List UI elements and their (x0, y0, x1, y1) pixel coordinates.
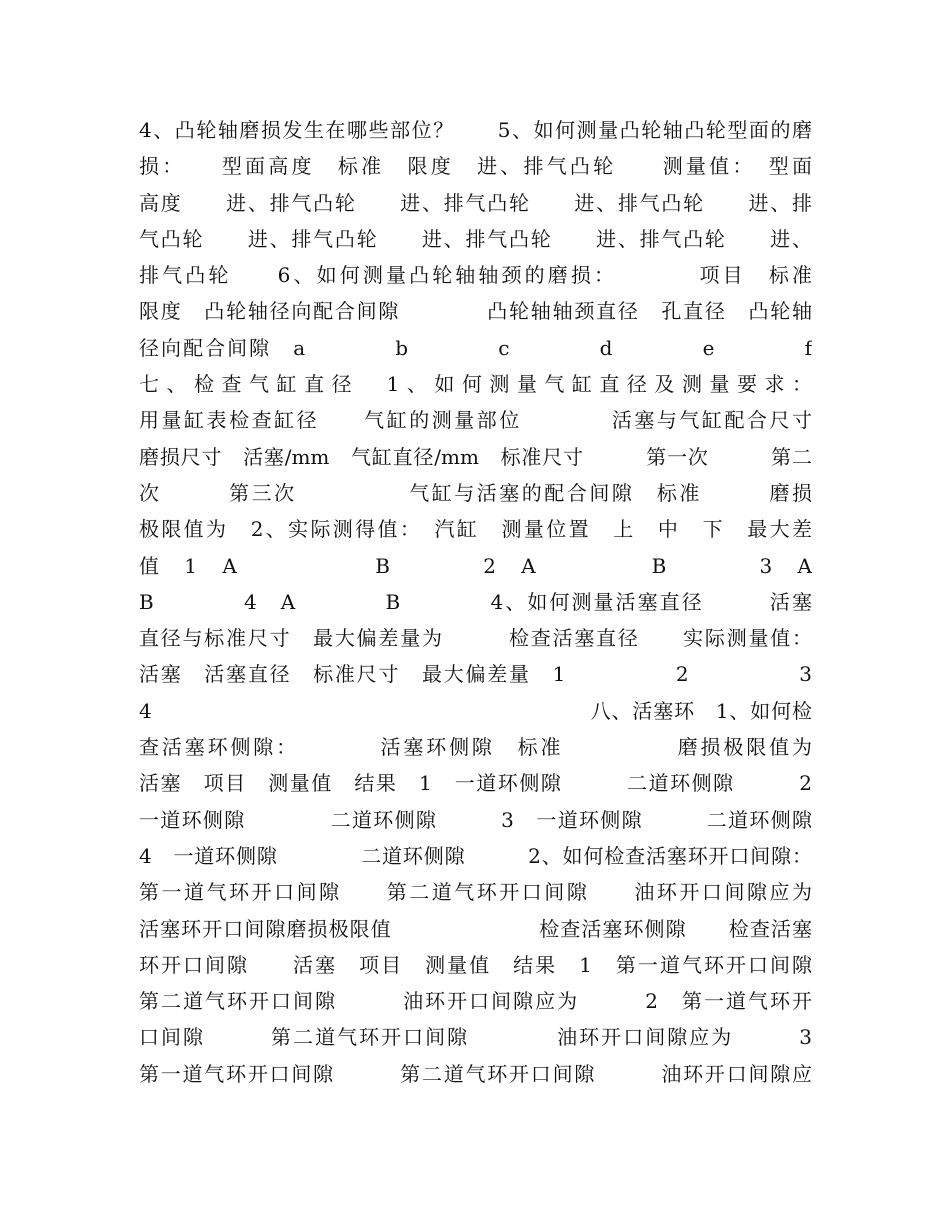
document-body (139, 112, 812, 1092)
text-line: 第二道气环开口间隙 油环开口间隙应为 2 第一道气环开 (139, 989, 812, 1014)
text-line: 第一道气环开口间隙 第二道气环开口间隙 油环开口间隙应 (139, 1061, 812, 1086)
text-line: 七、检查气缸直径 1、如何测量气缸直径及测量要求： (139, 372, 812, 397)
text-line: B 4 A B 4、如何测量活塞直径 活塞 (139, 589, 812, 614)
text-line: 环开口间隙 活塞 项目 测量值 结果 1 第一道气环开口间隙 (139, 952, 812, 977)
text-line: 高度 进、排气凸轮 进、排气凸轮 进、排气凸轮 进、排 (139, 190, 812, 215)
text-line: 限度 凸轮轴径向配合间隙 凸轮轴轴颈直径 孔直径 凸轮轴 (139, 299, 812, 324)
text-line: 用量缸表检查缸径 气缸的测量部位 活塞与气缸配合尺寸 (139, 408, 812, 433)
text-line: 口间隙 第二道气环开口间隙 油环开口间隙应为 3 (139, 1025, 812, 1050)
text-line: 4、凸轮轴磨损发生在哪些部位？ 5、如何测量凸轮轴凸轮型面的磨 (139, 118, 812, 142)
text-line: 活塞 活塞直径 标准尺寸 最大偏差量 1 2 3 (139, 662, 812, 687)
text-line: 径向配合间隙 a b c d e f (139, 335, 812, 360)
text-line: 值 1 A B 2 A B 3 A (139, 553, 812, 578)
text-line: 活塞环开口间隙磨损极限值 检查活塞环侧隙 检查活塞 (139, 916, 812, 941)
text-line: 4 八、活塞环 1、如何检 (139, 698, 812, 723)
text-line: 4 一道环侧隙 二道环侧隙 2、如何检查活塞环开口间隙： (139, 843, 812, 868)
text-line: 直径与标准尺寸 最大偏差量为 检查活塞直径 实际测量值： (139, 626, 812, 651)
text-line: 排气凸轮 6、如何测量凸轮轴轴颈的磨损： 项目 标准 (139, 263, 812, 288)
text-line: 第一道气环开口间隙 第二道气环开口间隙 油环开口间隙应为 (139, 880, 812, 905)
text-line: 一道环侧隙 二道环侧隙 3 一道环侧隙 二道环侧隙 (139, 807, 812, 832)
text-line: 极限值为 2、实际测得值： 汽缸 测量位置 上 中 下 最大差 (139, 517, 812, 542)
text-line: 磨损尺寸 活塞/mm 气缸直径/mm 标准尺寸 第一次 第二 (139, 444, 812, 469)
text-line: 气凸轮 进、排气凸轮 进、排气凸轮 进、排气凸轮 进、 (139, 226, 812, 251)
text-line: 活塞 项目 测量值 结果 1 一道环侧隙 二道环侧隙 2 (139, 771, 812, 796)
text-line: 次 第三次 气缸与活塞的配合间隙 标准 磨损 (139, 480, 812, 505)
text-line: 损： 型面高度 标准 限度 进、排气凸轮 测量值： 型面 (139, 154, 812, 179)
text-line: 查活塞环侧隙： 活塞环侧隙 标准 磨损极限值为 (139, 735, 812, 760)
